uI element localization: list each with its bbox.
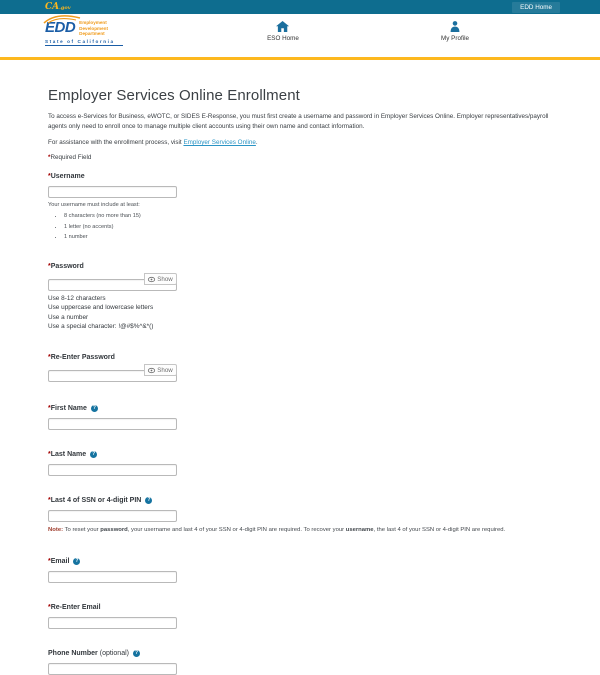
- nav-eso-home-label: ESO Home: [267, 35, 299, 42]
- edd-home-link[interactable]: EDD Home: [512, 2, 560, 13]
- password-hint-item: Use 8-12 characters: [48, 295, 106, 303]
- last-name-field-group: [48, 451, 552, 476]
- username-hint-item: • 8 characters (no more than 15): [64, 213, 552, 219]
- person-icon: [441, 20, 469, 32]
- username-label: * Username: [48, 173, 85, 180]
- password-field-group: [48, 263, 552, 331]
- username-hint-item: • 1 number: [64, 234, 552, 240]
- eye-icon: [148, 277, 155, 282]
- first-name-label: * First Name ?: [48, 405, 96, 412]
- edd-logo-swoosh-icon: [42, 14, 82, 24]
- eye-icon: [148, 368, 155, 373]
- intro-paragraph: To access e-Services for Business, eWOTC, or SIDES E-Response, you must first create a username and password in Employer Services Online. Employer representatives/payroll agents only need to enroll once to manage multiple client accounts using their own name and contact information.: [48, 113, 549, 130]
- header-nav: [0, 14, 600, 57]
- edd-acronym: EDD: [45, 19, 76, 36]
- home-icon: [267, 20, 299, 32]
- employer-services-online-link[interactable]: Employer Services Online: [183, 139, 256, 146]
- ssn-pin-field-group: [48, 497, 552, 533]
- email-input[interactable]: [48, 571, 177, 583]
- email-field-group: [48, 558, 552, 583]
- email-help-icon[interactable]: ?: [75, 558, 79, 564]
- reenter-email-field-group: [48, 604, 552, 629]
- nav-eso-home[interactable]: [267, 20, 299, 42]
- first-name-field-group: [48, 405, 552, 430]
- edd-logo-underline: [45, 45, 123, 46]
- first-name-help-icon[interactable]: ?: [92, 405, 96, 411]
- nav-my-profile-label: My Profile: [441, 35, 469, 42]
- username-field-group: [48, 173, 552, 240]
- edd-logo[interactable]: [45, 18, 123, 46]
- required-field-note: *Required Field: [48, 154, 92, 161]
- page-title: Employer Services Online Enrollment: [48, 87, 300, 104]
- username-hint-title: Your username must include at least:: [48, 202, 140, 208]
- reenter-email-input[interactable]: [48, 617, 177, 629]
- phone-input[interactable]: [48, 663, 177, 675]
- password-label: * Password: [48, 263, 84, 271]
- reset-note: Note: To reset your password, your username and last 4 of your SSN or 4-digit PIN are required. To recover your username, the last 4 of your SSN or 4-digit PIN are required.: [48, 527, 506, 533]
- assistance-line: For assistance with the enrollment process, visit Employer Services Online.: [48, 139, 258, 146]
- main-content: [0, 60, 600, 675]
- phone-label: Phone Number (optional) ?: [48, 650, 139, 657]
- phone-help-icon[interactable]: ?: [134, 650, 139, 656]
- last-name-label: * Last Name ?: [48, 451, 96, 458]
- ssn-pin-help-icon[interactable]: ?: [147, 497, 151, 503]
- last-name-help-icon[interactable]: ?: [92, 451, 96, 457]
- username-hint-item: • 1 letter (no accents): [64, 224, 552, 230]
- first-name-input[interactable]: [48, 418, 177, 430]
- ssn-pin-label: * Last 4 of SSN or 4-digit PIN ?: [48, 497, 151, 504]
- last-name-input[interactable]: [48, 464, 177, 476]
- password-hint-item: Use uppercase and lowercase letters: [48, 304, 154, 312]
- reenter-password-show-button[interactable]: Show: [144, 364, 177, 376]
- ssn-pin-input[interactable]: [48, 510, 177, 522]
- password-show-button[interactable]: Show: [144, 273, 177, 285]
- edd-department-name: Employment Development Department: [79, 20, 109, 37]
- reenter-password-field-group: [48, 354, 552, 382]
- username-input[interactable]: [48, 186, 177, 198]
- username-hint-list: [64, 213, 552, 240]
- reenter-email-label: * Re-Enter Email: [48, 604, 101, 611]
- nav-my-profile[interactable]: [441, 20, 469, 42]
- phone-field-group: [48, 650, 552, 675]
- password-hint-item: Use a number: [48, 313, 89, 321]
- password-hint-item: Use a special character: !@#$%^&*(): [48, 322, 154, 330]
- edd-state-label: State of California: [45, 39, 115, 44]
- email-label: * Email ?: [48, 558, 79, 565]
- ca-gov-logo[interactable]: CA.gov: [45, 1, 71, 12]
- password-hint-list: [48, 294, 552, 331]
- top-utility-bar: [0, 0, 600, 14]
- reenter-password-label: * Re-Enter Password: [48, 354, 115, 361]
